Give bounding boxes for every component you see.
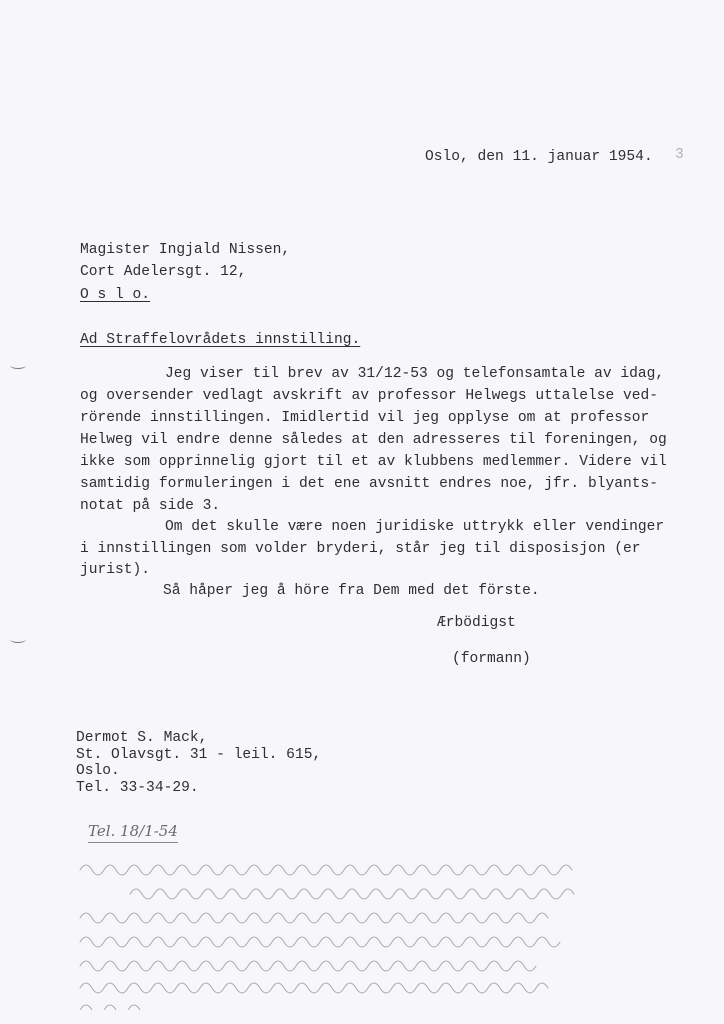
handwritten-note-scribble — [70, 850, 650, 1010]
handwritten-heading: Tel. 18/1-54 — [88, 822, 178, 843]
sender-phone: Tel. 33-34-29. — [76, 780, 199, 796]
sender-city: Oslo. — [76, 763, 120, 779]
date-line: Oslo, den 11. januar 1954. — [425, 149, 653, 165]
body-line: samtidig formuleringen i det ene avsnitt endres noe, jfr. blyants- — [80, 476, 659, 492]
recipient-name: Magister Ingjald Nissen, — [80, 242, 291, 258]
signature-role: (formann) — [452, 651, 531, 667]
subject-line: Ad Straffelovrådets innstilling. — [80, 332, 361, 348]
body-line: og oversender vedlagt avskrift av professor Helwegs uttalelse ved- — [80, 388, 659, 404]
recipient-street: Cort Adelersgt. 12, — [80, 264, 247, 280]
body-line: ikke som opprinnelig gjort til et av klubbens medlemmer. Videre vil — [80, 454, 667, 470]
body-line: i innstillingen som volder bryderi, står jeg til disposisjon (er — [80, 541, 641, 557]
sender-street: St. Olavsgt. 31 - leil. 615, — [76, 747, 322, 763]
body-line: Helweg vil endre denne således at den adresseres til foreningen, og — [80, 432, 667, 448]
body-line: Jeg viser til brev av 31/12-53 og telefonsamtale av idag, — [165, 366, 665, 382]
closing: Ærbödigst — [437, 615, 516, 631]
body-line: Om det skulle være noen juridiske uttrykk eller vendinger — [165, 519, 665, 535]
body-line: jurist). — [80, 562, 151, 578]
body-line: Så håper jeg å höre fra Dem med det förste. — [163, 583, 540, 599]
margin-mark — [10, 636, 26, 643]
body-line: notat på side 3. — [80, 498, 221, 514]
sender-name: Dermot S. Mack, — [76, 730, 208, 746]
overstrike-digit: 3 — [675, 147, 684, 163]
recipient-city: O s l o. — [80, 287, 151, 303]
margin-mark — [10, 362, 26, 369]
body-line: rörende innstillingen. Imidlertid vil jeg opplyse om at professor — [80, 410, 650, 426]
